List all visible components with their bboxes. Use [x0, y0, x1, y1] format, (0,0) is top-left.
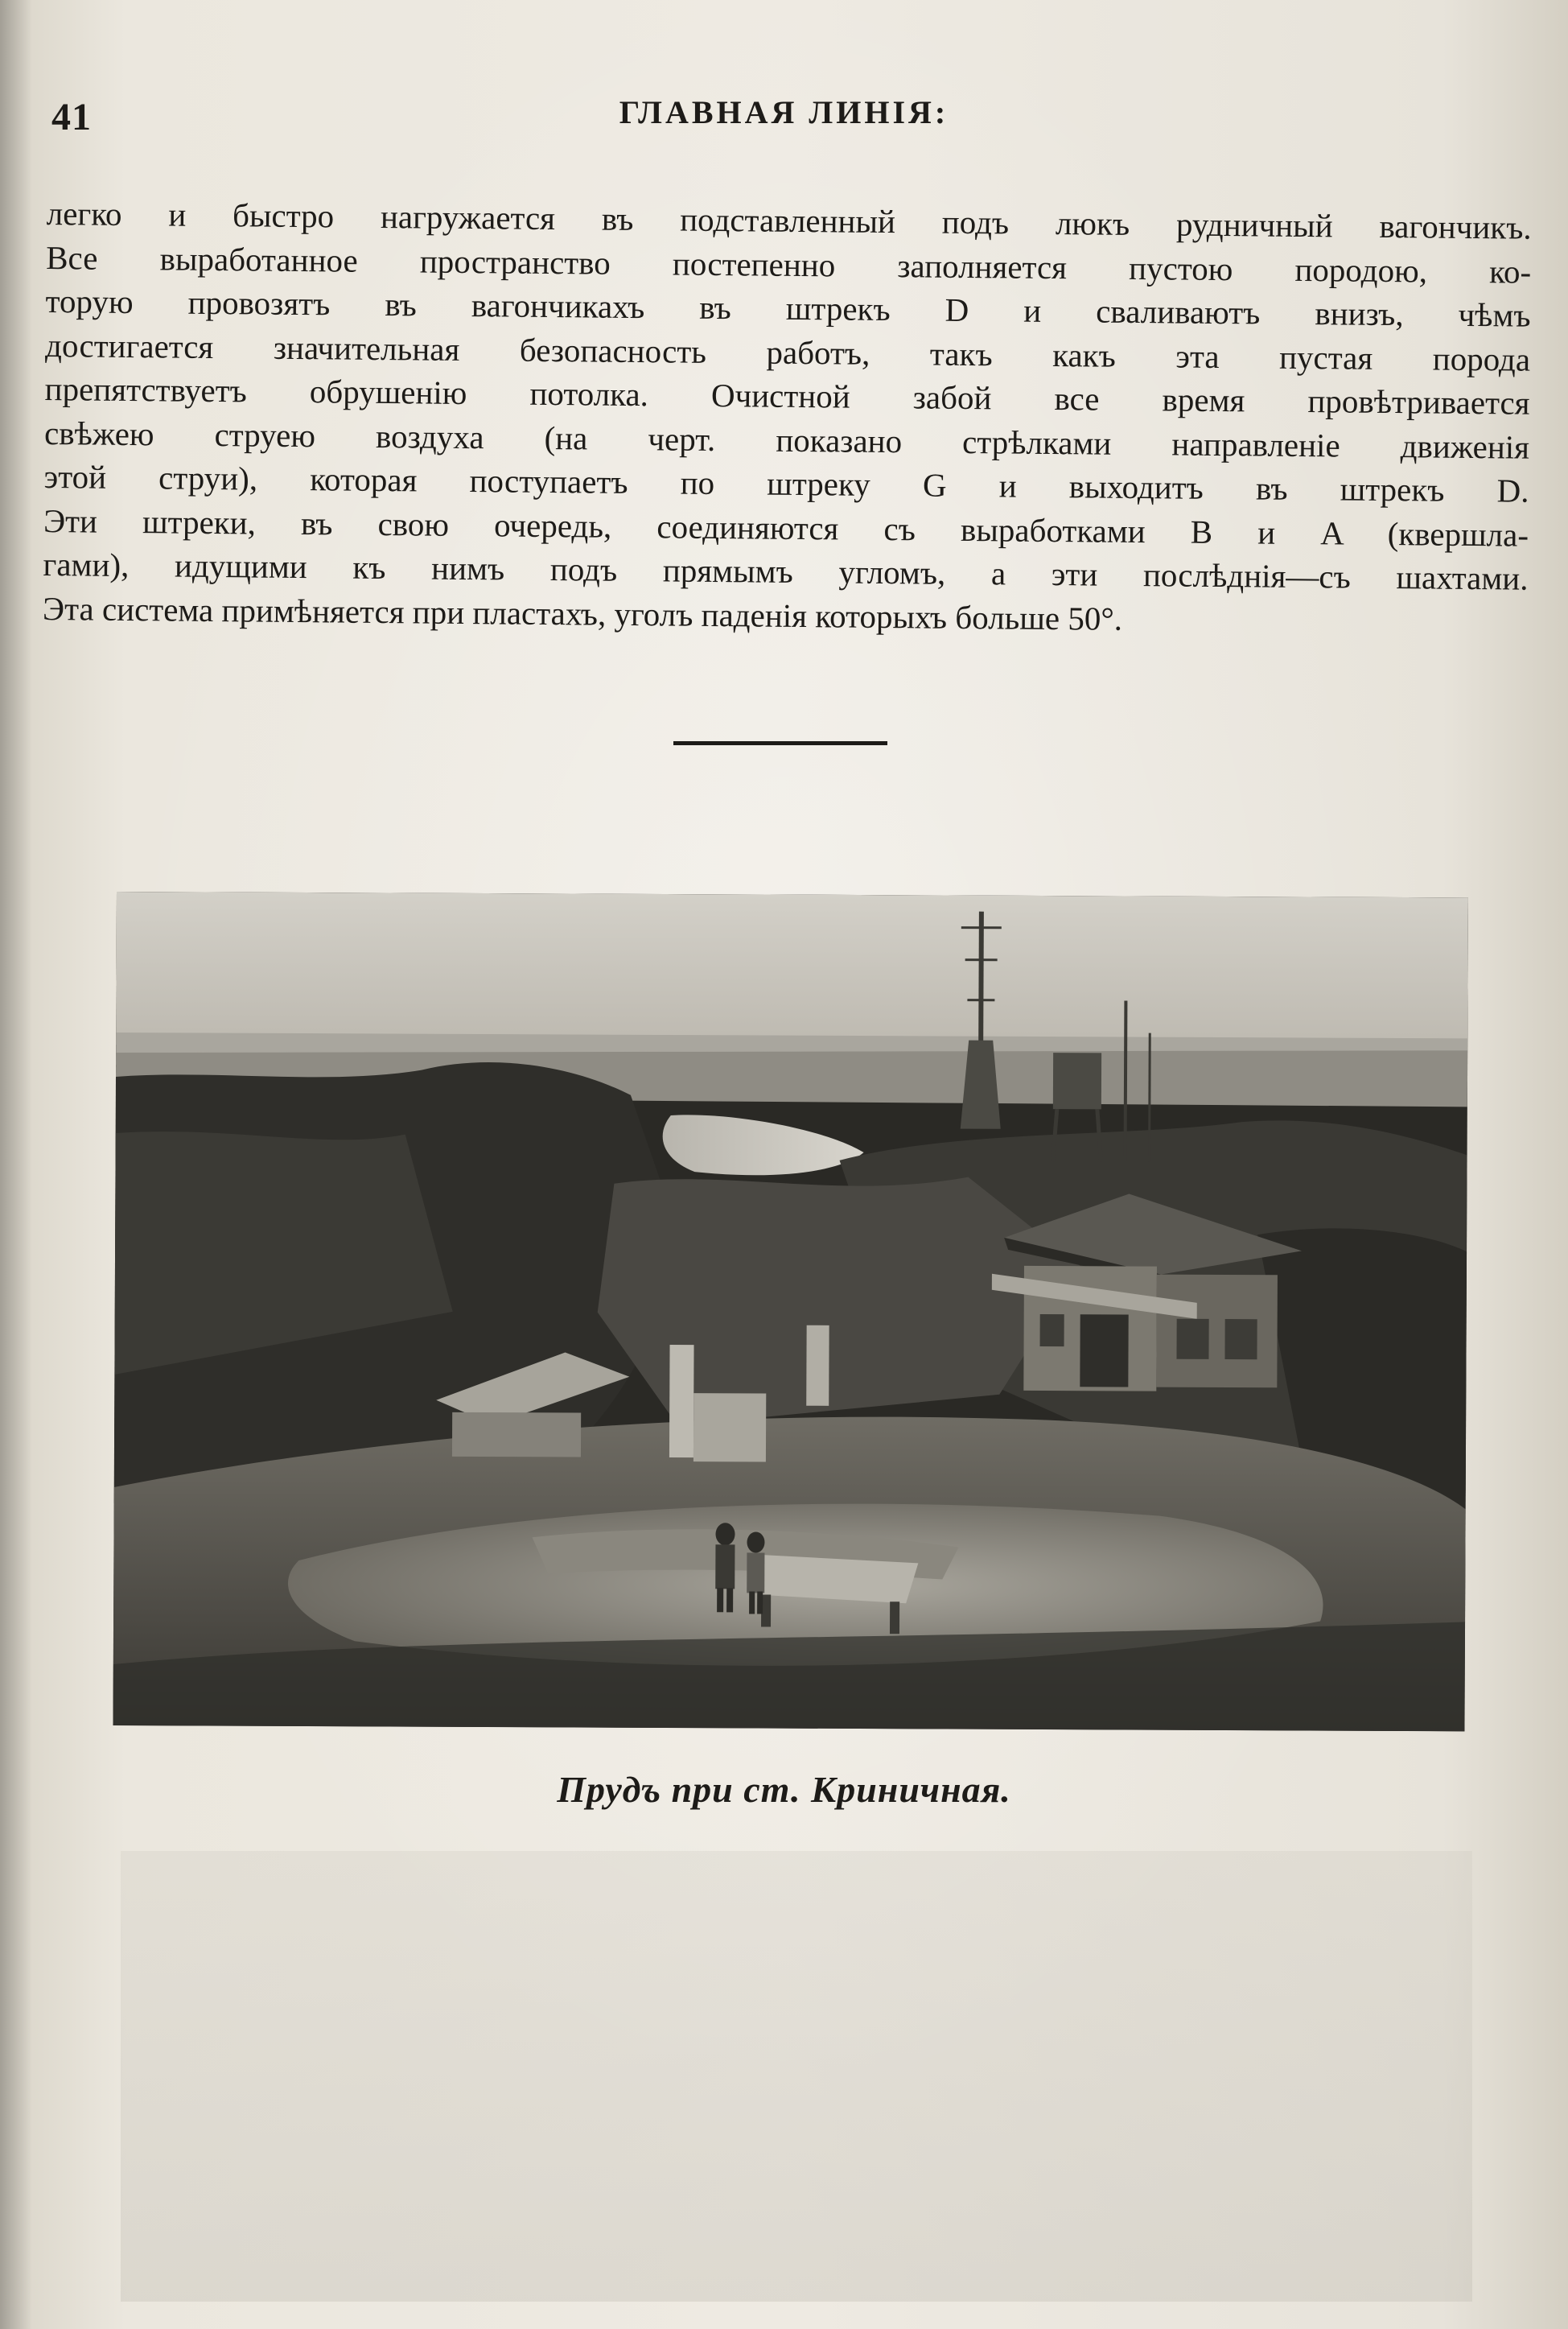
text-line: свѣжею струею воздуха (на черт. показано стрѣлками направленіе движенія [43, 414, 1530, 466]
text-line: гами), идущими къ нимъ подъ прямымъ угломъ, а эти послѣднія—съ шахтами. [43, 545, 1529, 597]
running-head: ГЛАВНАЯ ЛИНІЯ: [619, 94, 949, 130]
text-line: этой струи), которая поступаетъ по штреку G и выходитъ въ штрекъ D. [43, 457, 1529, 509]
gutter-shadow [0, 0, 32, 2329]
text-line: легко и быстро нагружается въ подставленный подъ люкъ рудничный вагончикъ. [46, 194, 1532, 246]
figure-caption: Прудъ при ст. Криничная. [557, 1769, 1011, 1810]
text-line: достигается значительная безопасность работъ, такъ какъ эта пустая порода [44, 326, 1531, 378]
photo-illustration [113, 892, 1468, 1731]
show-through-shadow [121, 1851, 1472, 2302]
text-line: Эти штреки, въ свою очередь, соединяются съ выработками B и A (квершла- [43, 501, 1529, 554]
landscape-photograph [113, 892, 1468, 1731]
text-line: препятствуетъ обрушенію потолка. Очистной забой все время провѣтривается [44, 369, 1530, 422]
section-divider-rule [673, 741, 887, 745]
text-line: Эта система примѣняется при пластахъ, уголъ паденія которыхъ больше 50°. [42, 589, 1123, 637]
text-line: Все выработанное пространство постепенно заполняется пустою породою, ко- [45, 238, 1532, 291]
body-paragraph [43, 192, 1532, 645]
page-number: 41 [51, 96, 92, 138]
text-line: торую провозятъ въ вагончикахъ въ штрекъ D и сваливаютъ внизъ, чѣмъ [45, 282, 1531, 334]
